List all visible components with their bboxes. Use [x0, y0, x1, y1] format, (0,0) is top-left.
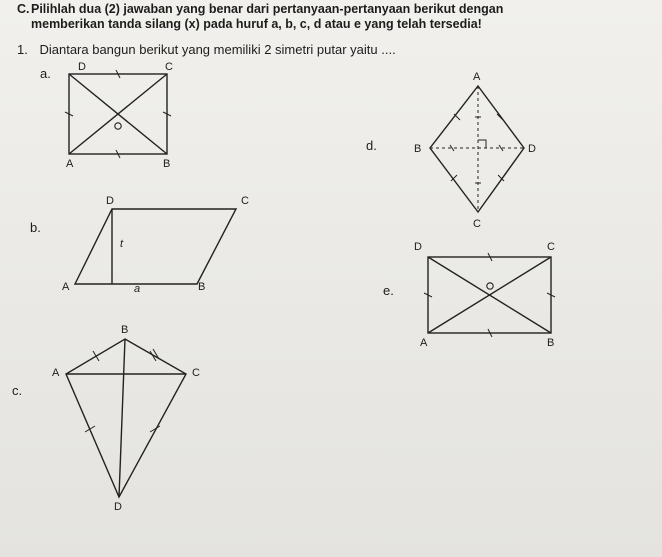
option-d-label[interactable]: d.: [366, 138, 377, 153]
figure-d-rhombus: [430, 86, 524, 212]
c-vertex-A: A: [52, 367, 60, 379]
b-vertex-C: C: [241, 195, 249, 207]
a-vertex-D: D: [78, 61, 86, 73]
option-b-label[interactable]: b.: [30, 220, 41, 235]
instruction-line-2: memberikan tanda silang (x) pada huruf a, b, c, d atau e yang telah tersedia!: [31, 17, 482, 31]
b-vertex-A: A: [62, 281, 70, 293]
d-vertex-C: C: [473, 218, 481, 230]
d-vertex-D: D: [528, 143, 536, 155]
section-label: C.: [17, 2, 30, 16]
question-number: 1.: [17, 42, 28, 57]
c-vertex-C: C: [192, 367, 200, 379]
option-e-label[interactable]: e.: [383, 283, 394, 298]
figure-b-parallelogram: [75, 209, 236, 284]
e-vertex-B: B: [547, 337, 555, 349]
b-vertex-D: D: [106, 195, 114, 207]
c-vertex-B: B: [121, 324, 129, 336]
e-vertex-A: A: [420, 337, 428, 349]
a-vertex-A: A: [66, 158, 74, 170]
question-text: Diantara bangun berikut yang memiliki 2 simetri putar yaitu ....: [39, 42, 396, 57]
option-c-label[interactable]: c.: [12, 383, 23, 398]
a-vertex-B: B: [163, 158, 171, 170]
a-vertex-C: C: [165, 61, 173, 73]
e-vertex-D: D: [414, 241, 422, 253]
figure-a-square: [65, 70, 171, 158]
b-height-t: t: [120, 238, 124, 250]
c-vertex-D: D: [114, 501, 122, 513]
d-vertex-B: B: [414, 143, 422, 155]
b-vertex-B: B: [198, 281, 206, 293]
option-a-label[interactable]: a.: [40, 66, 51, 81]
figure-c-kite: [66, 339, 186, 497]
e-vertex-C: C: [547, 241, 555, 253]
d-vertex-A: A: [473, 71, 481, 83]
figure-e-rectangle: [424, 253, 555, 337]
instruction-line-1: Pilihlah dua (2) jawaban yang benar dari pertanyaan-pertanyaan berikut dengan: [31, 2, 504, 16]
b-base-a: a: [134, 283, 141, 295]
